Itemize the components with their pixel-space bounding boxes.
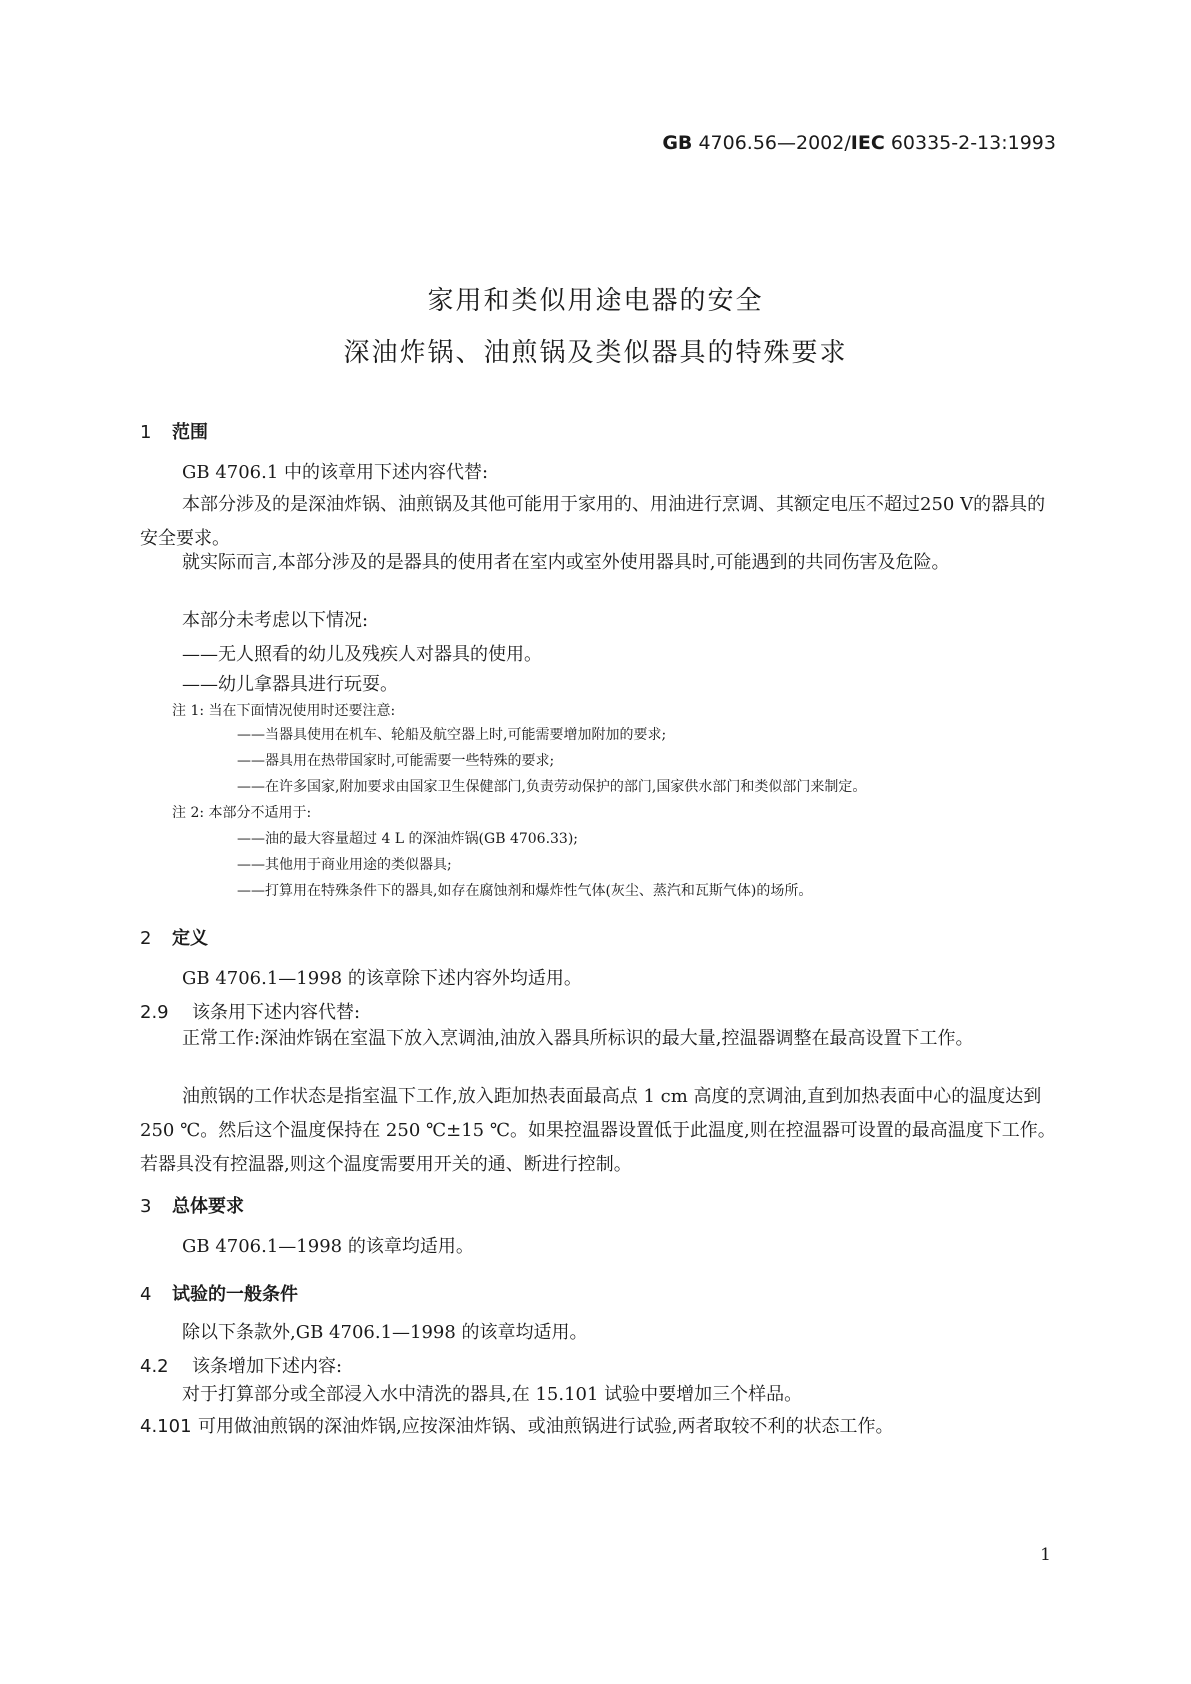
section-title: 范围 — [172, 422, 208, 443]
clause-2-9 — [140, 998, 360, 1024]
page-number: 1 — [1040, 1545, 1051, 1565]
gb-number: 4706.56—2002/ — [698, 132, 851, 154]
s4-paragraph-1: 除以下条款外,GB 4706.1—1998 的该章均适用。 — [182, 1322, 588, 1343]
clause-4-2 — [140, 1352, 342, 1378]
section-title: 试验的一般条件 — [172, 1284, 298, 1305]
title-line-2: 深油炸锅、油煎锅及类似器具的特殊要求 — [343, 338, 848, 368]
note-1-item-c: ——在许多国家,附加要求由国家卫生保健部门,负责劳动保护的部门,国家供水部门和类似部门来制定。 — [237, 779, 867, 795]
clause-text: 该条用下述内容代替: — [192, 1002, 361, 1023]
section-1-heading — [140, 418, 208, 444]
s4-paragraph-2: 对于打算部分或全部浸入水中清洗的器具,在 15.101 试验中要增加三个样品。 — [182, 1384, 803, 1405]
gb-prefix: GB — [662, 132, 693, 154]
standard-number — [662, 132, 1056, 154]
note-2-item-b: ——其他用于商业用途的类似器具; — [237, 857, 452, 873]
section-number: 1 — [140, 422, 152, 443]
clause-text: 该条增加下述内容: — [192, 1356, 343, 1377]
s2-paragraph-3: 油煎锅的工作状态是指室温下工作,放入距加热表面最高点 1 cm 高度的烹调油,直到加热表面中心的温度达到 250 ℃。然后这个温度保持在 250 ℃±15 ℃。如果控温器设置低于此温度,则在控温器可设置的最高温度下工作。若器具没有控温器,则这个温度需要用开关的通、断进行控制。 — [140, 1086, 1056, 1175]
clause-number: 2.9 — [140, 1002, 169, 1023]
note-1-item-a: ——当器具使用在机车、轮船及航空器上时,可能需要增加附加的要求; — [237, 727, 667, 743]
s1-paragraph-4: 本部分未考虑以下情况: — [182, 610, 369, 631]
iec-number: 60335-2-13:1993 — [890, 132, 1056, 154]
section-number: 3 — [140, 1196, 152, 1217]
note-1-item-b: ——器具用在热带国家时,可能需要一些特殊的要求; — [237, 753, 555, 769]
section-3-heading — [140, 1192, 244, 1218]
clause-text: 可用做油煎锅的深油炸锅,应按深油炸锅、或油煎锅进行试验,两者取较不利的状态工作。 — [198, 1416, 894, 1437]
s2-paragraph-2: 正常工作:深油炸锅在室温下放入烹调油,油放入器具所标识的最大量,控温器调整在最高设置下工作。 — [182, 1028, 974, 1049]
clause-4-101 — [140, 1412, 893, 1438]
s1-paragraph-3: 就实际而言,本部分涉及的是器具的使用者在室内或室外使用器具时,可能遇到的共同伤害及危险。 — [182, 552, 950, 573]
s1-paragraph-1: GB 4706.1 中的该章用下述内容代替: — [182, 462, 489, 483]
note-2-item-c: ——打算用在特殊条件下的器具,如存在腐蚀剂和爆炸性气体(灰尘、蒸汽和瓦斯气体)的场所。 — [237, 883, 813, 899]
note-1: 注 1: 当在下面情况使用时还要注意: — [172, 703, 396, 719]
s2-paragraph-1: GB 4706.1—1998 的该章除下述内容外均适用。 — [182, 968, 582, 989]
section-2-heading — [140, 924, 208, 950]
s1-paragraph-2: 本部分涉及的是深油炸锅、油煎锅及其他可能用于家用的、用油进行烹调、其额定电压不超过250 V的器具的安全要求。 — [140, 494, 1046, 549]
s1-dash-2: ——幼儿拿器具进行玩耍。 — [182, 674, 398, 695]
s1-dash-1: ——无人照看的幼儿及残疾人对器具的使用。 — [182, 644, 542, 665]
section-4-heading — [140, 1280, 298, 1306]
iec-prefix: IEC — [850, 132, 885, 154]
clause-number: 4.2 — [140, 1356, 169, 1377]
section-title: 总体要求 — [172, 1196, 244, 1217]
s3-paragraph-1: GB 4706.1—1998 的该章均适用。 — [182, 1236, 474, 1257]
section-number: 2 — [140, 928, 152, 949]
section-number: 4 — [140, 1284, 152, 1305]
clause-number: 4.101 — [140, 1416, 192, 1437]
title-line-1: 家用和类似用途电器的安全 — [427, 286, 764, 316]
section-title: 定义 — [172, 928, 208, 949]
note-2: 注 2: 本部分不适用于: — [172, 805, 312, 821]
note-2-item-a: ——油的最大容量超过 4 L 的深油炸锅(GB 4706.33); — [237, 831, 579, 847]
